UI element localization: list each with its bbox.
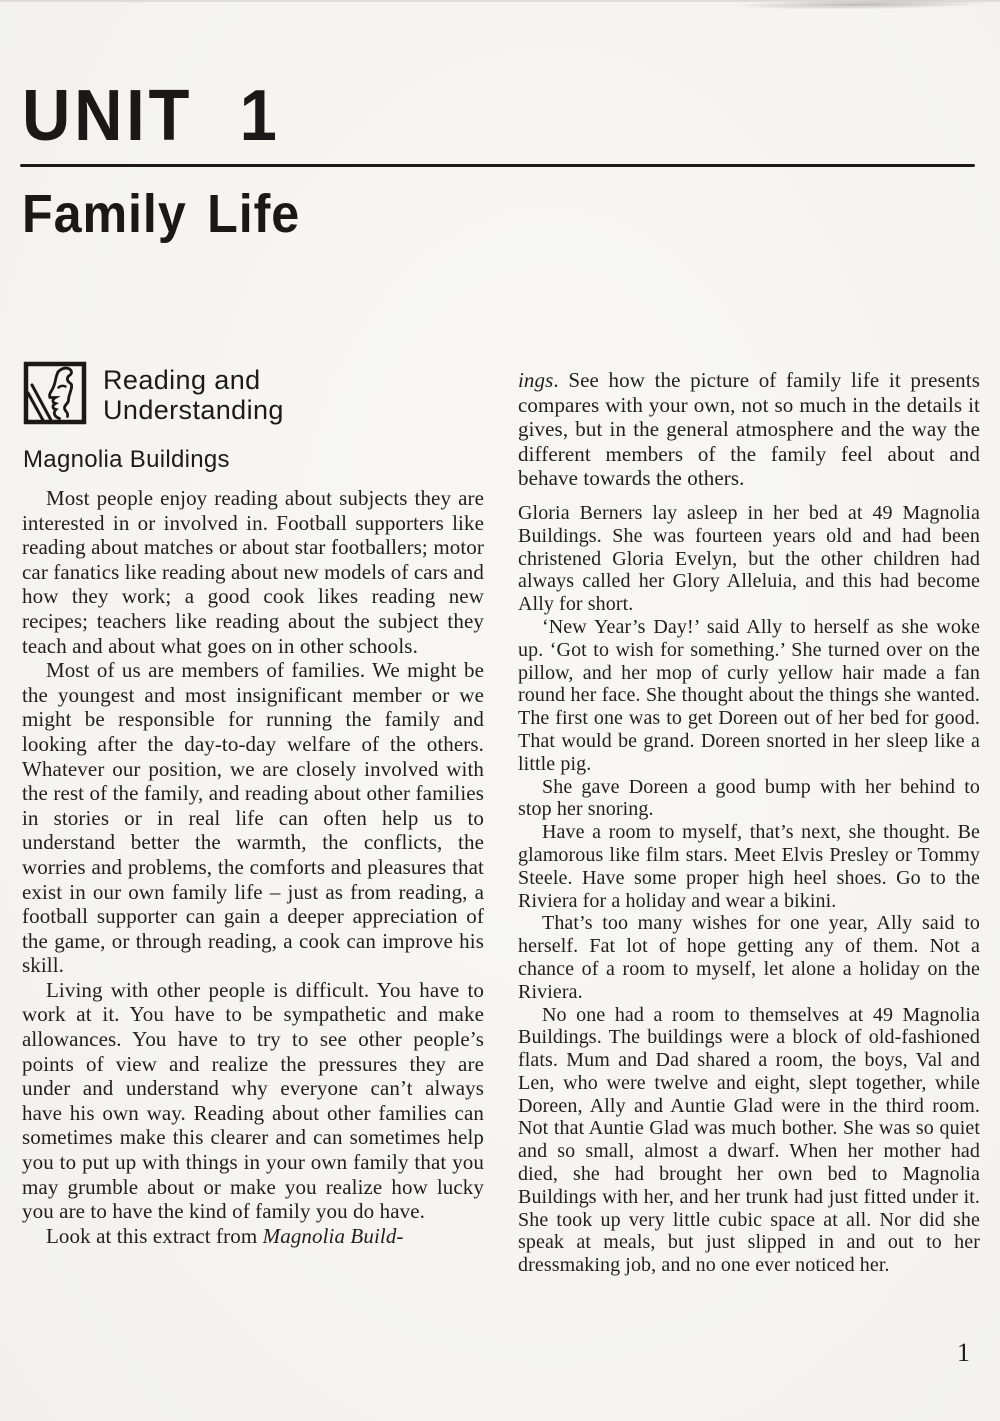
book-title-italic-continuation: ings bbox=[518, 368, 554, 392]
right-column bbox=[518, 358, 980, 1277]
extract-block bbox=[518, 502, 980, 1277]
paragraph: Most of us are members of families. We might be the youngest and most insignificant member or we might be responsible for running the family and looking after the day-to-day welfare of the others. Whatever our position, we are closely involved with the rest of the family, and reading about other families in stories or in real life can often help us to understand better the warmth, the conflicts, the worries and problems, the comforts and pleasures that exist in our own family life – just as from reading, a football supporter can gain a deeper appreciation of the game, or through reading, a cook can improve his skill. bbox=[22, 658, 484, 978]
intro-continuation bbox=[518, 368, 980, 491]
page-number: 1 bbox=[957, 1338, 970, 1367]
intro-text: . See how the picture of family life it presents compares with your own, not so much in the details it gives, but in the general atmosphere and the way the different members of the family feel about and behave towards the others. bbox=[518, 368, 980, 491]
unit-title: UNIT 1 bbox=[22, 76, 281, 156]
paragraph: Living with other people is difficult. You have to work at it. You have to be sympathetic and make allowances. You have to try to see other people’s points of view and realize the pressures they are under and understand why everyone can’t always have his own way. Reading about other families can sometimes make this clearer and can sometimes help you to put up with things in your own family that you may grumble about or make you realize how lucky you are to have the kind of family you do have. bbox=[22, 977, 484, 1224]
closing-line bbox=[22, 1224, 484, 1249]
page-title: Family Life bbox=[22, 184, 301, 244]
subheading: Magnolia Buildings bbox=[23, 446, 230, 473]
extract-paragraph: Have a room to myself, that’s next, she thought. Be glamorous like film stars. Meet Elvis Presley or Tommy Steele. Have some proper high heel shoes. Go to the Riviera for a holiday and wear a bikini. bbox=[518, 821, 980, 912]
two-column-text bbox=[22, 358, 980, 1277]
extract-paragraph: Gloria Berners lay asleep in her bed at 49 Magnolia Buildings. She was fourteen years old and had been christened Gloria Evelyn, but the other children had always called her Glory Alleluia, and this had become Ally for short. bbox=[518, 501, 980, 616]
scan-smudge-artifact bbox=[735, 0, 985, 10]
left-column bbox=[22, 358, 484, 1277]
extract-paragraph: That’s too many wishes for one year, Ally said to herself. Fat lot of hope getting any of them. Not a chance of a room to myself, let alone a holiday on the Riviera. bbox=[518, 912, 980, 1003]
section-title bbox=[103, 360, 284, 426]
book-title-italic: Magnolia Build- bbox=[262, 1223, 404, 1248]
extract-paragraph: She gave Doreen a good bump with her behind to stop her snoring. bbox=[518, 775, 980, 821]
extract-paragraph: No one had a room to themselves at 49 Magnolia Buildings. The buildings were a block of old-fashioned flats. Mum and Dad shared a room, the boys, Val and Len, who were twelve and eight, slept together, while Doreen, Ally and Auntie Glad were in the third room. Not that Auntie Glad was much bother. She was so quiet and so small, almost a dwarf. When her mother had died, she had brought her own bed to Magnolia Buildings with her, and her trunk had just fitted under it. She took up very little cubic space at all. Nor did she speak at meals, but just slipped in and out to her dressmaking job, and no one ever noticed her. bbox=[518, 1003, 980, 1277]
section-title-line2: Understanding bbox=[103, 395, 284, 425]
closing-line-text: Look at this extract from bbox=[46, 1223, 263, 1248]
extract-paragraph: ‘New Year’s Day!’ said Ally to herself as she woke up. ‘Got to wish for something.’ She turned over on the pillow, and her mop of curly yellow hair made a fan round her face. She thought about the things she wanted. The first one was to get Doreen out of her bed for good. That would be grand. Doreen snorted in her sleep like a little pig. bbox=[518, 615, 980, 775]
section-header bbox=[22, 360, 484, 426]
title-rule bbox=[20, 164, 975, 167]
paragraph: Most people enjoy reading about subjects they are interested in or involved in. Football supporters like reading about matches or about star footballers; motor car fanatics like reading about new models of cars and how they work; a good cook likes reading new recipes; teachers like reading about the subject they teach and about what goes on in other schools. bbox=[22, 486, 484, 658]
reading-face-icon bbox=[22, 360, 88, 426]
section-title-line1: Reading and bbox=[103, 365, 261, 395]
